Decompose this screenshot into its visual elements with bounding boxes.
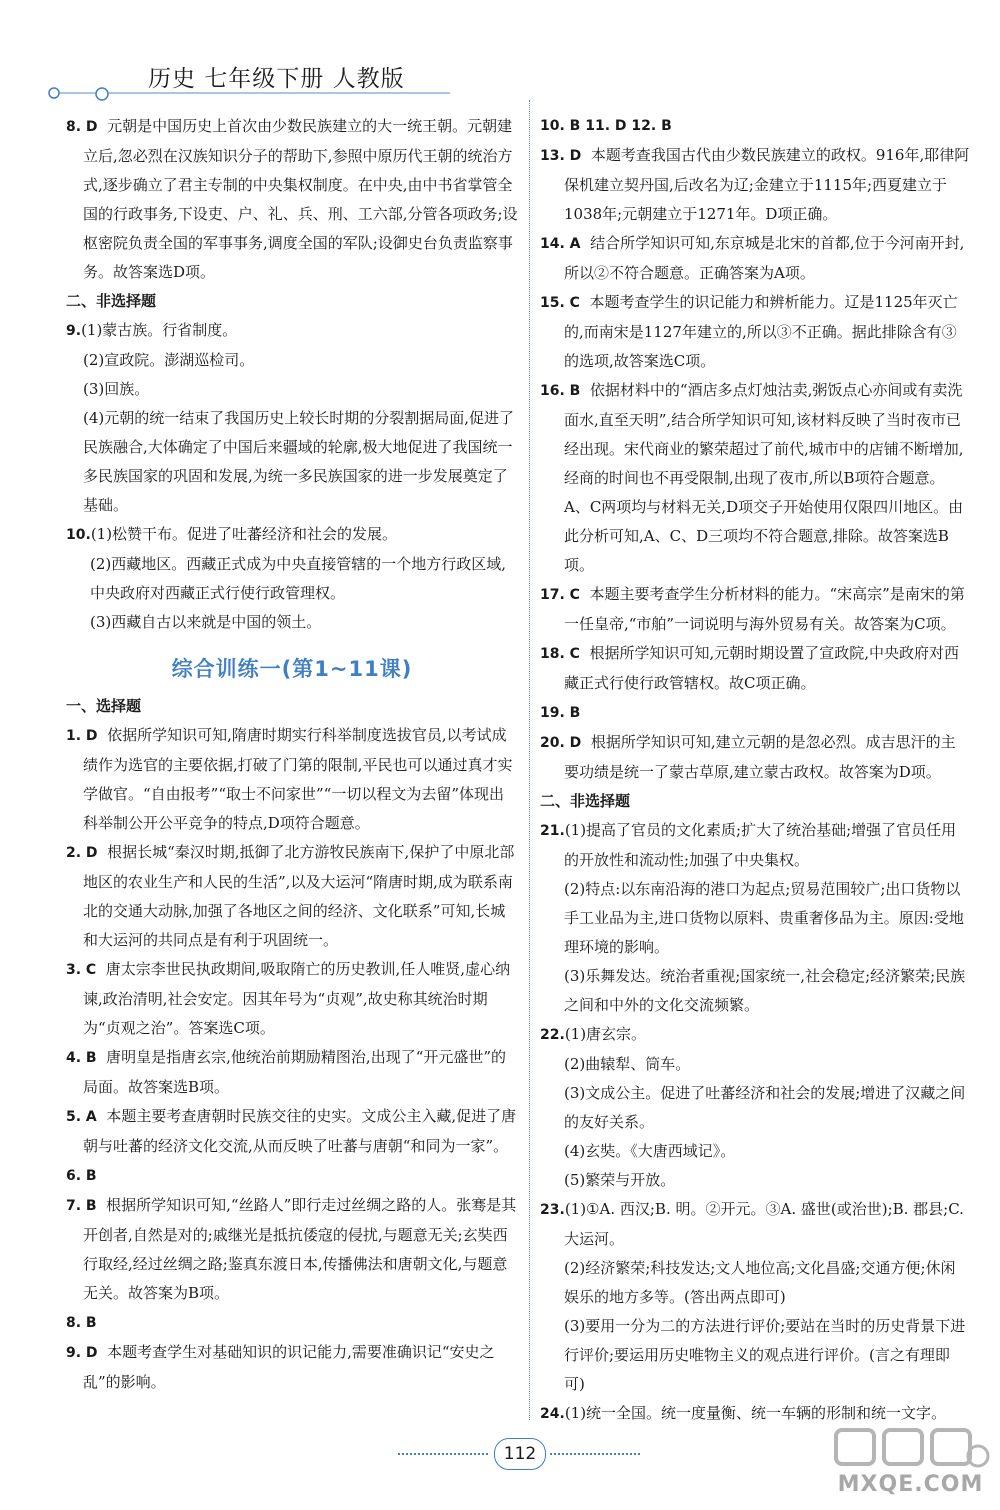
answer-number: 22. <box>540 1027 565 1043</box>
answer-part: (2)曲辕犁、筒车。 <box>564 1055 691 1073</box>
answer-number: 8. D <box>66 119 98 135</box>
watermark <box>828 1422 993 1504</box>
answer-number: 23. <box>540 1202 565 1218</box>
answer-text: 结合所学知识可知,东京城是北宋的首都,位于今河南开封,所以②不符合题意。正确答案为A项。 <box>564 234 965 282</box>
answer-number: 24. <box>540 1406 565 1422</box>
answer-item <box>66 1308 518 1338</box>
answer-part: (2)西藏地区。西藏正式成为中央直接管辖的一个地方行政区域,中央政府对西藏正式行使行政管理权。 <box>90 555 507 602</box>
answer-number: 2. D <box>66 845 98 861</box>
answer-text: 本题主要考查唐朝时民族交往的史实。文成公主入藏,促进了唐朝与吐蕃的经济文化交流,从而反映了吐蕃与唐朝“和同为一家”。 <box>83 1107 517 1155</box>
answer-text: 本题考查学生的识记能力和辨析能力。辽是1125年灭亡的,而南宋是1127年建立的,所以③不正确。据此排除含有③的选项,故答案选C项。 <box>564 293 958 370</box>
answer-part: (3)回族。 <box>83 380 150 398</box>
answer-number: 9. <box>66 323 82 339</box>
answer-part: (2)经济繁荣;科技发达;文人地位高;文化昌盛;交通方便;休闲娱乐的地方多等。(答出两点即可) <box>564 1259 956 1306</box>
right-column <box>540 112 970 1429</box>
answer-part: (4)玄奘。《大唐西域记》。 <box>564 1142 736 1160</box>
answer-part: (1)①A. 西汉;B. 明。②开元。③A. 盛世(或治世);B. 郡县;C. 大运河。 <box>564 1200 964 1248</box>
answer-item <box>540 1195 970 1254</box>
answer-part: (3)西藏自古以来就是中国的领土。 <box>90 613 322 631</box>
answer-item <box>540 698 970 728</box>
answer-text: 根据所学知识可知,建立元朝的是忽必烈。成吉思汗的主要功绩是统一了蒙古草原,建立蒙古政权。故答案为D项。 <box>564 733 956 781</box>
header-decoration <box>40 82 460 106</box>
answer-number: 20. D <box>540 735 582 751</box>
answer-number: 14. A <box>540 236 581 252</box>
answer-number: 10. <box>66 527 91 543</box>
page-number: 112 <box>494 1438 546 1470</box>
answer-number: 8. B <box>66 1315 97 1331</box>
answer-part: (1)蒙古族。行省制度。 <box>81 321 238 339</box>
answer-item <box>66 112 518 287</box>
answer-number: 15. C <box>540 295 580 311</box>
answer-number: 18. C <box>540 646 580 662</box>
answer-item <box>66 1161 518 1191</box>
answer-item <box>66 520 518 550</box>
answer-item <box>540 141 970 229</box>
answer-part: (1)唐玄宗。 <box>564 1025 647 1043</box>
answer-text: 根据长城“秦汉时期,抵御了北方游牧民族南下,保护了中原北部地区的农业生产和人民的生活”,以及大运河“隋唐时期,成为联系南北的交通大动脉,加强了各地区之间的经济、文化联系”可知,长城和大运河的共同点是有利于巩固统一。 <box>83 843 515 949</box>
section-heading: 一、选择题 <box>66 697 142 715</box>
answer-line: 10. B 11. D 12. B <box>540 118 672 134</box>
answer-number: 4. B <box>66 1050 97 1066</box>
column-divider <box>529 100 530 1420</box>
footer-dots-left <box>398 1453 488 1455</box>
answer-text: (1)统一全国。统一度量衡、统一车辆的形制和统一文字。 <box>564 1404 947 1422</box>
answer-number: 19. B <box>540 705 581 721</box>
answer-text: 依据材料中的“酒店多点灯烛沽卖,粥饭点心亦间或有卖洗面水,直至天明”,结合所学知识可知,该材料反映了当时夜市已经出现。宋代商业的繁荣超过了前代,城市中的店铺不断增加,经商的时间也不再受限制,出现了夜市,所以B项符合题意。A、C两项均与材料无关,D项交子开始使用仅限四川地区。由此分析可知,A、C、D三项均不符合题意,排除。故答案选B项。 <box>564 381 964 574</box>
answer-text: 本题考查学生对基础知识的识记能力,需要准确识记“安史之乱”的影响。 <box>83 1343 495 1391</box>
answer-item <box>540 816 970 875</box>
answer-text: 本题考查我国古代由少数民族建立的政权。916年,耶律阿保机建立契丹国,后改名为辽;金建立于1115年;西夏建立于1038年;元朝建立于1271年。D项正确。 <box>564 146 970 223</box>
answer-item <box>66 955 518 1043</box>
answer-text: 依据所学知识可知,隋唐时期实行科举制度选拔官员,以考试成绩作为选官的主要依据,打破了门第的限制,平民也可以通过真才实学做官。“自由报考”“取士不问家世”“一切以程文为去留”体现出科举制公开公平竞争的特点,D项符合题意。 <box>83 726 513 832</box>
answer-item <box>540 580 970 639</box>
answer-item <box>66 838 518 955</box>
answer-number: 1. D <box>66 728 98 744</box>
answer-number: 13. D <box>540 148 582 164</box>
answer-item <box>540 376 970 580</box>
answer-item <box>540 1020 970 1050</box>
watermark-logo-icon <box>828 1422 993 1472</box>
answer-part: (1)松赞干布。促进了吐蕃经济和社会的发展。 <box>90 525 398 543</box>
answer-part: (3)文成公主。促进了吐蕃经济和社会的发展;增进了汉藏之间的友好关系。 <box>564 1084 966 1131</box>
answer-part: (3)乐舞发达。统治者重视;国家统一,社会稳定;经济繁荣;民族之间和中外的文化交流频繁。 <box>564 967 966 1014</box>
answer-number: 9. D <box>66 1345 98 1361</box>
answer-item <box>66 721 518 838</box>
left-column <box>66 112 518 1397</box>
answer-part: (4)元朝的统一结束了我国历史上较长时期的分裂割据局面,促进了民族融合,大体确定了中国后来疆域的轮廓,极大地促进了我国统一多民族国家的巩固和发展,为统一多民族国家的进一步发展奠定了基础。 <box>83 409 515 514</box>
answer-item <box>66 1338 518 1397</box>
answer-number: 16. B <box>540 383 581 399</box>
answer-part: (1)提高了官员的文化素质;扩大了统治基础;增强了官员任用的开放性和流动性;加强了中央集权。 <box>564 821 957 869</box>
answer-part: (2)宣政院。澎湖巡检司。 <box>83 351 255 369</box>
answer-number: 3. C <box>66 962 97 978</box>
section-heading: 二、非选择题 <box>540 792 631 810</box>
section-heading: 二、非选择题 <box>66 292 157 310</box>
answer-part: (3)要用一分为二的方法进行评价;要站在当时的历史背景下进行评价;要运用历史唯物主义的观点进行评价。(言之有理即可) <box>564 1317 966 1393</box>
answer-number: 5. A <box>66 1109 97 1125</box>
answer-item <box>66 1043 518 1102</box>
answer-text: 根据所学知识可知,“丝路人”即行走过丝绸之路的人。张骞是其开创者,自然是对的;戚继光是抵抗倭寇的侵扰,与题意无关;玄奘西行取经,经过丝绸之路;鉴真东渡日本,传播佛法和唐朝文化,与题意无关。故答案为B项。 <box>83 1196 517 1302</box>
answer-item <box>540 639 970 698</box>
page-header <box>0 0 1000 110</box>
footer-dots-right <box>550 1453 640 1455</box>
answer-part: (2)特点:以东南沿海的港口为起点;贸易范围较广;出口货物以手工业品为主,进口货物以原料、贵重奢侈品为主。原因:受地理环境的影响。 <box>564 880 964 956</box>
answer-text: 本题主要考查学生分析材料的能力。“宋高宗”是南宋的第一任皇帝,“市舶”一词说明与海外贸易有关。故答案为C项。 <box>564 585 965 633</box>
answer-number: 6. B <box>66 1168 97 1184</box>
answer-item <box>540 728 970 787</box>
answer-text: 元朝是中国历史上首次由少数民族建立的大一统王朝。元朝建立后,忽必烈在汉族知识分子的帮助下,参照中原历代王朝的统治方式,逐步确立了君主专制的中央集权制度。在中央,由中书省掌管全国的行政事务,下设吏、户、礼、兵、刑、工六部,分管各项政务;设枢密院负责全国的军事事务,调度全国的军队;设御史台负责监察事务。故答案选D项。 <box>83 117 518 281</box>
answer-item <box>66 1191 518 1308</box>
answer-item <box>540 229 970 288</box>
answer-item <box>66 1102 518 1161</box>
answer-number: 21. <box>540 823 565 839</box>
answer-item <box>66 316 518 346</box>
answer-text: 唐太宗李世民执政期间,吸取隋亡的历史教训,任人唯贤,虚心纳谏,政治清明,社会安定。因其年号为“贞观”,故史称其统治时期为“贞观之治”。答案选C项。 <box>83 960 511 1037</box>
answer-number: 7. B <box>66 1198 97 1214</box>
watermark-text: MXQE.COM <box>837 1472 984 1497</box>
answer-text: 根据所学知识可知,元朝时期设置了宣政院,中央政府对西藏正式行使行政管辖权。故C项正确。 <box>564 644 960 692</box>
book-title: 历史 七年级下册 人教版 <box>148 66 405 92</box>
answer-item <box>540 288 970 376</box>
answer-part: (5)繁荣与开放。 <box>564 1171 676 1189</box>
answer-text: 唐明皇是指唐玄宗,他统治前期励精图治,出现了“开元盛世”的局面。故答案选B项。 <box>83 1048 507 1096</box>
section-title: 综合训练一(第1~11课) <box>171 657 413 681</box>
answer-number: 17. C <box>540 587 580 603</box>
